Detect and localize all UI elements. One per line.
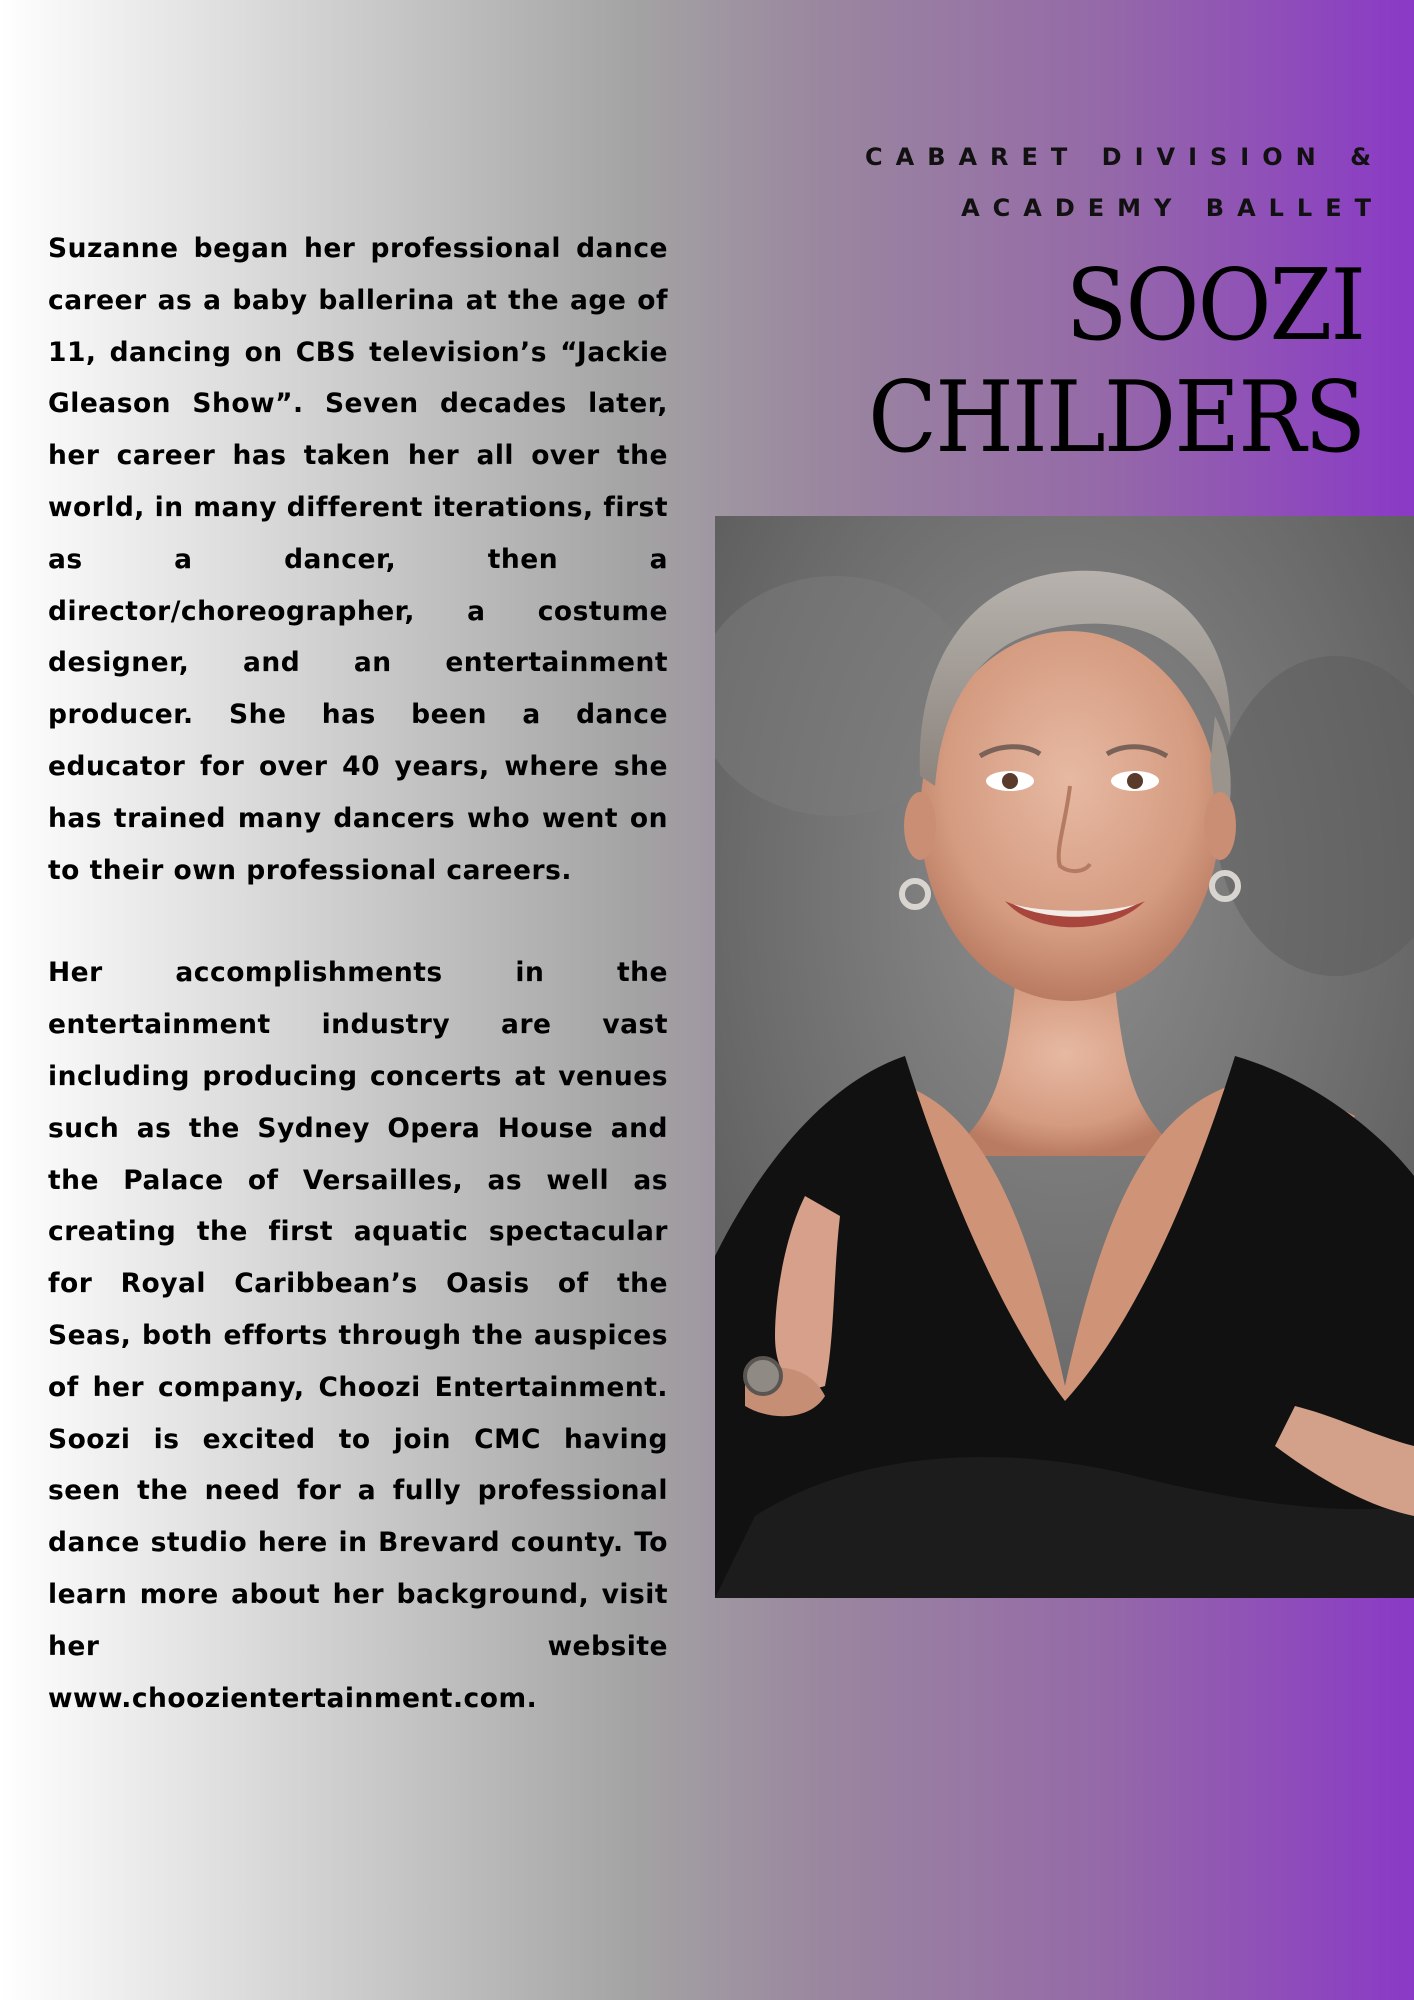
division-kicker xyxy=(824,132,1384,234)
portrait-photo xyxy=(715,516,1414,1598)
bio-paragraph-1: Suzanne began her professional dance career as a baby ballerina at the age of 11, dancing on CBS television’s “Jackie Gleason Show”. Seven decades later, her career has taken her all over the world, in many different iterations, first as a dancer, then a director/choreographer, a costume designer, and an entertainment producer. She has been a dance educator for over 40 years, where she has trained many dancers who went on to their own professional careers. xyxy=(48,233,668,886)
portrait-illustration xyxy=(715,516,1414,1598)
kicker-line-2: ACADEMY BALLET xyxy=(961,194,1384,222)
page-title xyxy=(825,250,1364,474)
title-first-name: SOOZI xyxy=(1065,249,1364,363)
kicker-line-1: CABARET DIVISION & xyxy=(865,143,1384,171)
biography-column xyxy=(48,223,668,1775)
bio-paragraph-2: Her accomplishments in the entertainment industry are vast including producing concerts at venues such as the Sydney Opera House and the Palace of Versailles, as well as creating the first aquatic spectacular for Royal Caribbean’s Oasis of the Seas, both efforts through the auspices of her company, Choozi Entertainment. Soozi is excited to join CMC having seen the need for a fully professional dance studio here in Brevard county. To learn more about her background, visit her website www.choozientertainment.com. xyxy=(48,957,668,1714)
title-last-name: CHILDERS xyxy=(867,361,1364,475)
